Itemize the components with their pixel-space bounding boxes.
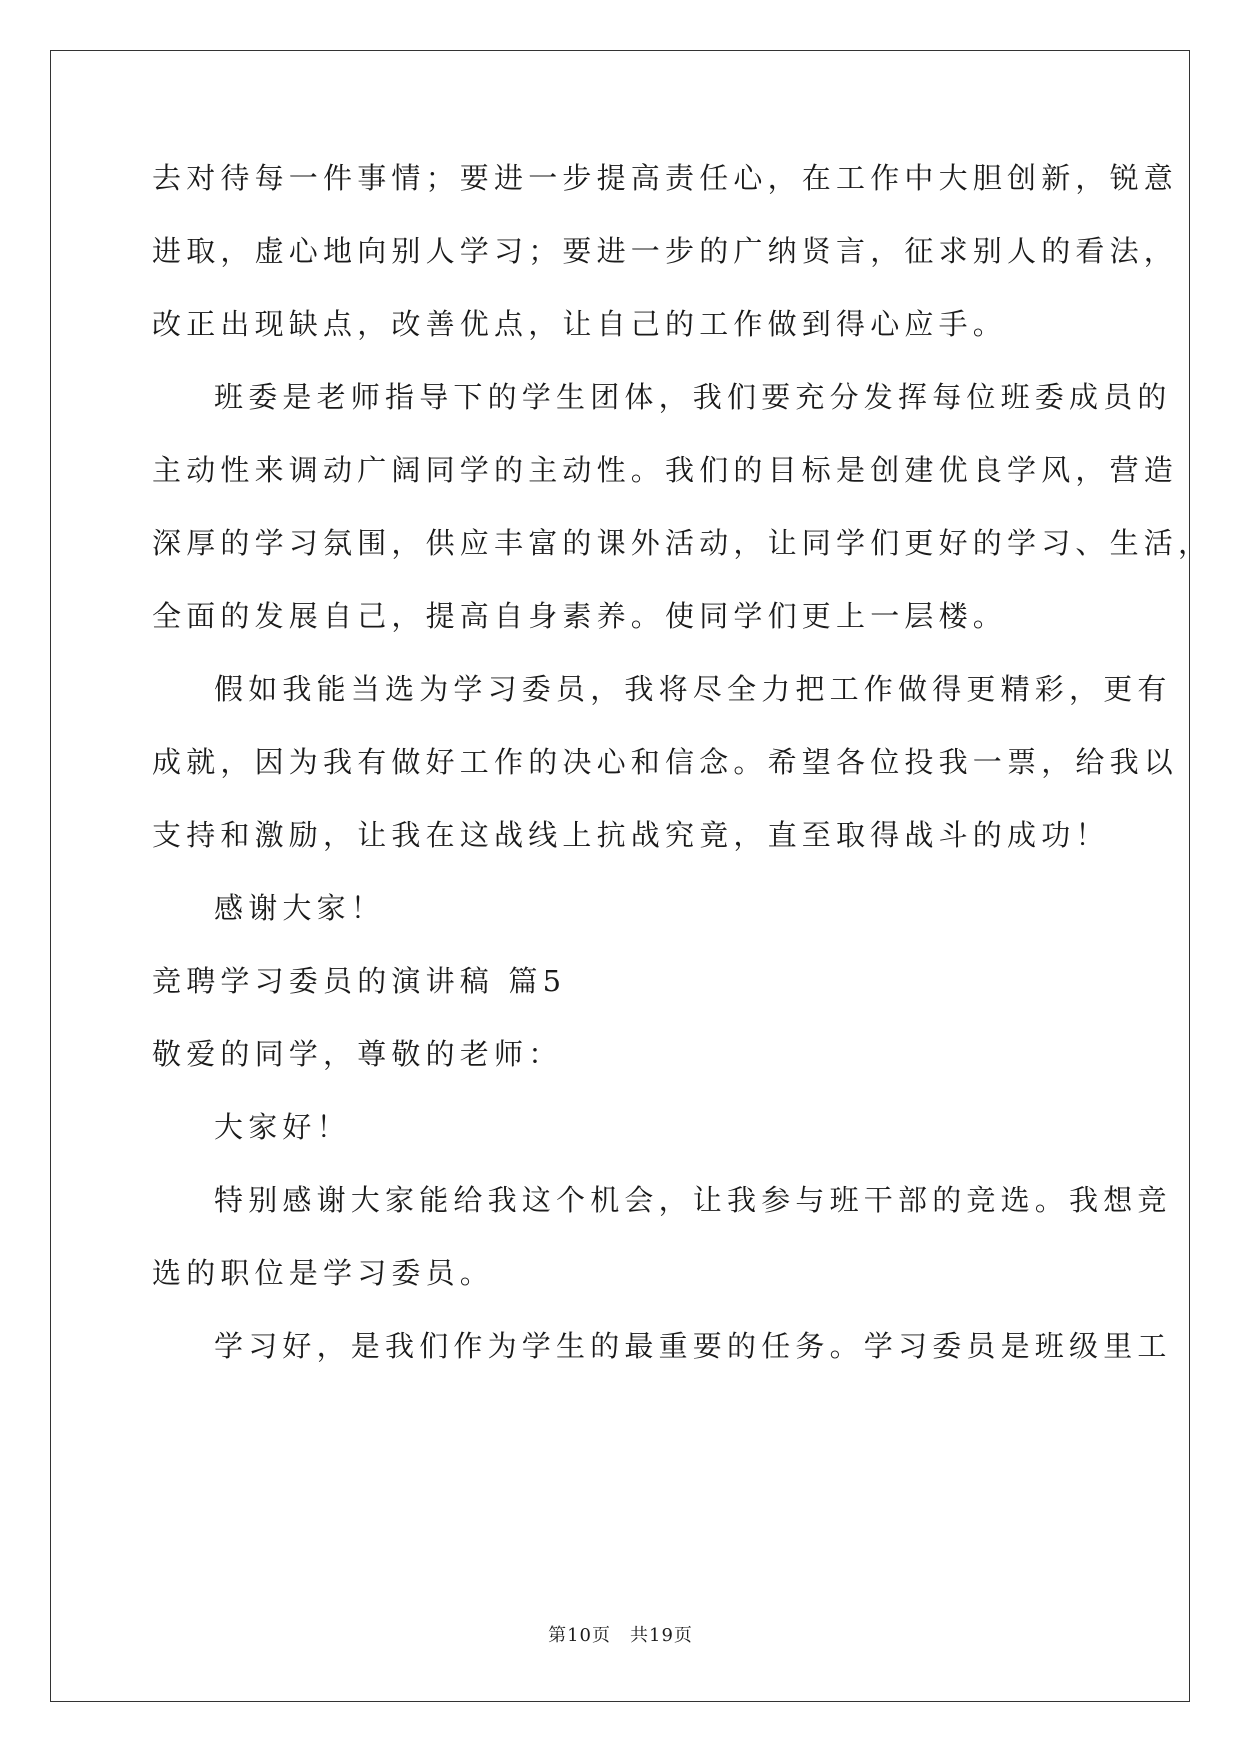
paragraph-start: 特别感谢大家能给我这个机会，让我参与班干部的竞选。我想竞 (214, 1183, 1172, 1217)
text-line: 全面的发展自己，提高自身素养。使同学们更上一层楼。 (152, 599, 1008, 633)
salutation: 敬爱的同学，尊敬的老师： (152, 1037, 563, 1071)
page-number: 第10页 共19页 (548, 1625, 693, 1646)
paragraph-start: 班委是老师指导下的学生团体，我们要充分发挥每位班委成员的 (214, 380, 1172, 414)
text-line: 选的职位是学习委员。 (152, 1256, 495, 1290)
greeting: 大家好！ (214, 1110, 351, 1144)
text-line: 主动性来调动广阔同学的主动性。我们的目标是创建优良学风，营造 (152, 453, 1179, 487)
text-line: 进取，虚心地向别人学习；要进一步的广纳贤言，征求别人的看法， (152, 234, 1179, 268)
text-line: 深厚的学习氛围，供应丰富的课外活动，让同学们更好的学习、生活， (152, 526, 1213, 560)
text-line: 去对待每一件事情；要进一步提高责任心，在工作中大胆创新，锐意 (152, 161, 1179, 195)
closing-line: 感谢大家！ (214, 891, 386, 925)
section-heading: 竞聘学习委员的演讲稿 篇5 (152, 964, 567, 998)
text-line: 成就，因为我有做好工作的决心和信念。希望各位投我一票，给我以 (152, 745, 1179, 779)
text-line: 支持和激励，让我在这战线上抗战究竟，直至取得战斗的成功！ (152, 818, 1110, 852)
paragraph-start: 学习好，是我们作为学生的最重要的任务。学习委员是班级里工 (214, 1329, 1172, 1363)
paragraph-start: 假如我能当选为学习委员，我将尽全力把工作做得更精彩，更有 (214, 672, 1172, 706)
text-line: 改正出现缺点，改善优点，让自己的工作做到得心应手。 (152, 307, 1008, 341)
page-border (50, 50, 1190, 1702)
